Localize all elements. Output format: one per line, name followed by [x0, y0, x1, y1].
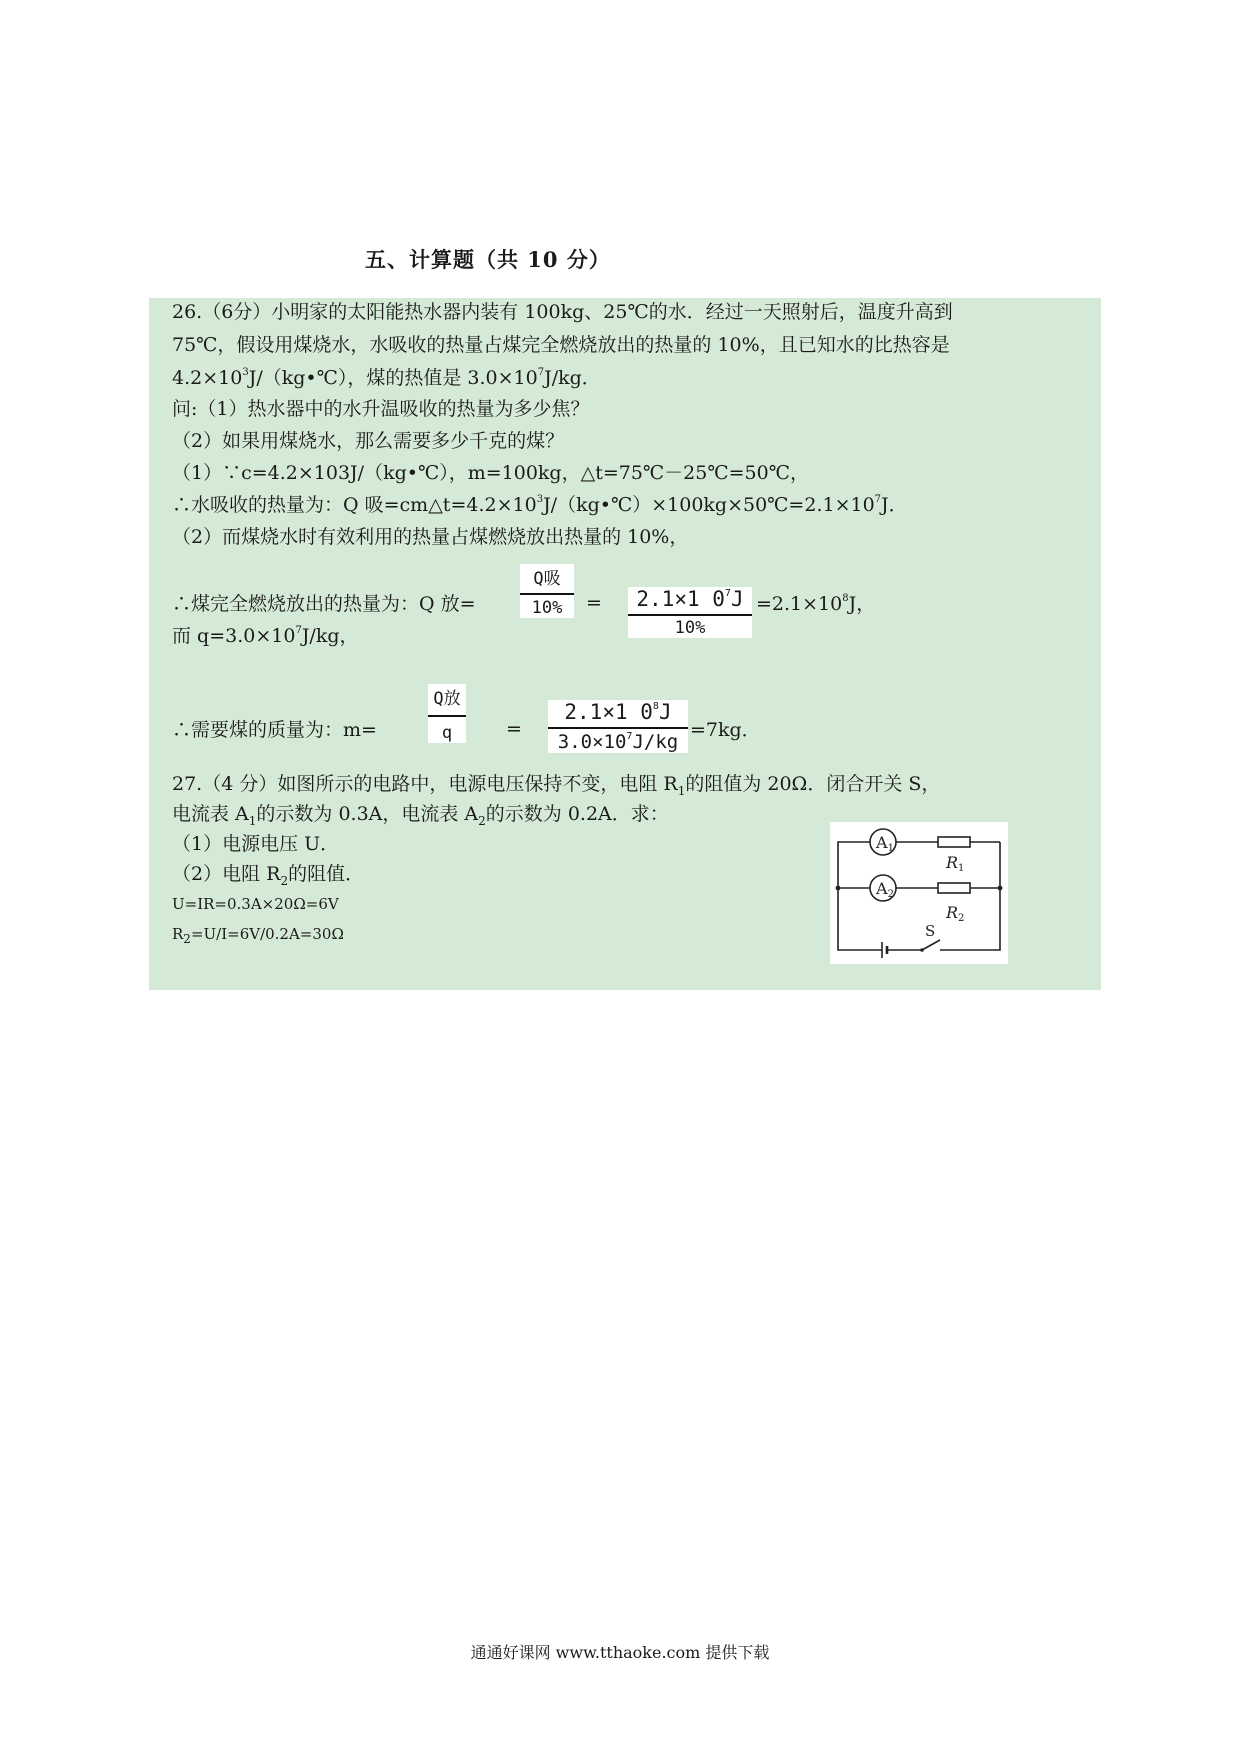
switch-label: S	[925, 922, 936, 940]
q26-line2: 75℃，假设用煤烧水，水吸收的热量占煤完全燃烧放出的热量的 10%，且已知水的比热容是	[172, 334, 950, 356]
section-title: 五、计算题（共 10 分）	[365, 247, 611, 272]
q26-solution-2: ∴水吸收的热量为：Q 吸$=cm\triangle t=4.2\times 10^3J/(kg•℃)\times 100kg\times 50℃=2.1\times 10^7J$．	[172, 493, 908, 516]
ammeter-a2-label: A2	[876, 879, 894, 900]
equals-sign: =	[506, 718, 522, 740]
junction-right	[998, 886, 1003, 891]
fraction-numerator: 2.1×1 $0^7J$	[628, 587, 752, 616]
q26-solution-6-label: ∴需要煤的质量为：m=	[172, 719, 377, 741]
fraction-numerator: Q吸	[520, 564, 574, 595]
resistor-r1	[938, 837, 970, 847]
wire-top-left	[838, 842, 870, 888]
q27-solution-2: $R_2=U/I=6V/0.2A=30\Omega$	[172, 925, 344, 946]
fraction-heat-value	[628, 587, 752, 638]
q26-solution-1: （1）∵c=4.2×103J/（kg•℃），m=100kg，△t=75℃－25℃=50℃，	[172, 462, 809, 484]
equals-sign: =	[586, 592, 602, 614]
q26-solution-5: 而 $q=3.0\times 10^7J/kg$，	[172, 624, 359, 647]
q26-ask1: 问:（1）热水器中的水升温吸收的热量为多少焦？	[172, 398, 590, 420]
circuit-diagram	[830, 822, 1008, 964]
q26-solution-6-result: =7kg．	[690, 719, 761, 741]
circuit-diagram-svg	[830, 822, 1008, 964]
ammeter-a1-label: A1	[876, 833, 894, 854]
resistor-r2-label: R2	[946, 903, 965, 924]
fraction-q-release-over-q	[428, 684, 466, 743]
fraction-denominator: q	[441, 723, 453, 743]
fraction-denominator: 10%	[674, 618, 706, 638]
q26-line1: 26.（6分）小明家的太阳能热水器内装有 100kg、25℃的水．经过一天照射后，温度升高到	[172, 301, 953, 323]
switch-lever	[922, 940, 940, 950]
page-footer: 通通好课网 www.tthaoke.com 提供下载	[470, 1643, 770, 1662]
q27-ask1: （1）电源电压 U．	[172, 833, 340, 855]
resistor-r1-label: R1	[946, 853, 965, 874]
junction-left	[836, 886, 841, 891]
q27-line2: 电流表 $A_1$的示数为 0.3A，电流表 $A_2$的示数为 0.2A．求：	[172, 803, 669, 828]
switch-pivot	[920, 948, 924, 952]
fraction-coal-mass	[548, 700, 688, 753]
q27-solution-1: U=IR=0.3A×20Ω=6V	[172, 895, 339, 913]
fraction-denominator: 10%	[531, 598, 563, 618]
fraction-denominator: $3.0\times 10^7J/kg$	[557, 730, 679, 753]
fraction-numerator: 2.1×1 $0^8J$	[548, 700, 688, 729]
q26-solution-4-label: ∴煤完全燃烧放出的热量为：Q 放=	[172, 593, 476, 615]
q27-ask2: （2）电阻 $R_2$的阻值．	[172, 863, 365, 888]
q26-solution-4-result: $=2.1\times 10^8J$，	[756, 592, 876, 615]
q27-line1: 27.（4 分）如图所示的电路中，电源电压保持不变，电阻 $R_1$的阻值为 20Ω．闭合开关 S，	[172, 773, 941, 798]
fraction-q-absorb-over-percent	[520, 564, 574, 618]
q26-line3: $4.2\times 10^3J/(kg•℃)$，煤的热值是 $3.0\times 10^7J/kg$．	[172, 366, 601, 389]
fraction-numerator: Q放	[428, 684, 466, 717]
q26-solution-3: （2）而煤烧水时有效利用的热量占煤燃烧放出热量的 10%，	[172, 526, 689, 548]
resistor-r2	[938, 883, 970, 893]
q26-ask2: （2）如果用煤烧水，那么需要多少千克的煤？	[172, 430, 565, 452]
